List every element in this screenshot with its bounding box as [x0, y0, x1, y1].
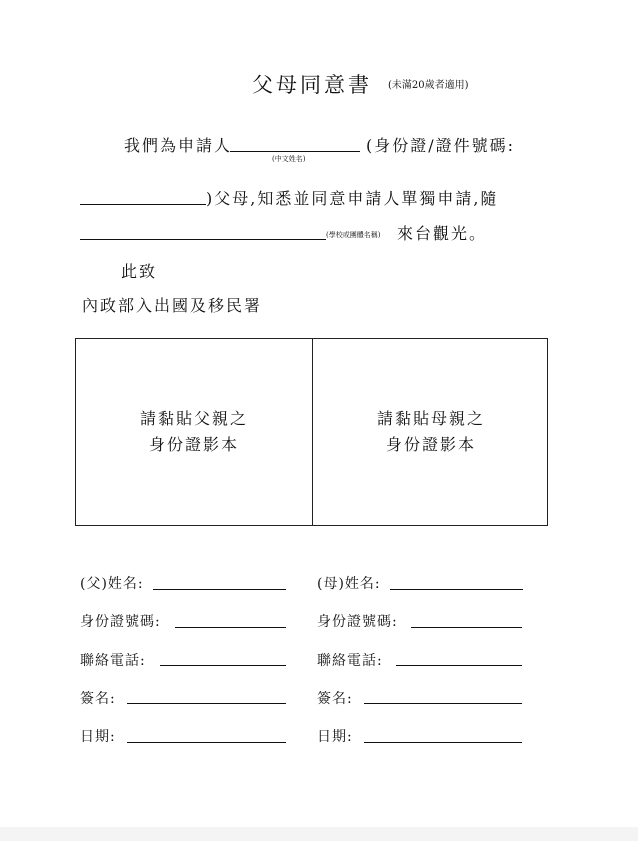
applicant-name-blank[interactable] [230, 151, 360, 152]
father-date-label: 日期: [80, 729, 116, 745]
father-id-label: 身份證號碼: [80, 614, 161, 630]
father-name-blank[interactable] [153, 589, 286, 590]
mother-name-blank[interactable] [390, 589, 523, 590]
mother-date-label: 日期: [317, 729, 353, 745]
mother-id-copy-line2: 身份證影本 [385, 435, 476, 454]
father-phone-label: 聯絡電話: [80, 653, 146, 669]
father-signature-label: 簽名: [80, 691, 116, 707]
father-signature-blank[interactable] [127, 703, 286, 704]
mother-signature-blank[interactable] [364, 703, 522, 704]
mother-phone-label: 聯絡電話: [317, 653, 383, 669]
paragraph-line3-suffix: 來台觀光。 [397, 224, 488, 243]
recipient-text: 內政部入出國及移民署 [82, 296, 263, 315]
page-title: 父母同意書 [252, 73, 372, 97]
paragraph-line2-suffix: )父母,知悉並同意申請人單獨申請,隨 [206, 189, 499, 208]
mother-id-copy-area[interactable] [313, 339, 549, 525]
mother-name-label: (母)姓名: [317, 576, 381, 592]
name-hint: (中文姓名) [272, 155, 306, 163]
father-phone-blank[interactable] [160, 665, 286, 666]
father-id-copy-line2: 身份證影本 [148, 435, 239, 454]
org-hint: (學校或團體名稱) [326, 231, 381, 239]
mother-signature-label: 簽名: [317, 691, 353, 707]
mother-phone-blank[interactable] [396, 665, 522, 666]
id-copy-box [75, 338, 548, 526]
father-id-copy-line1: 請黏貼父親之 [139, 409, 248, 428]
father-date-blank[interactable] [127, 742, 286, 743]
scan-edge [0, 827, 638, 841]
father-name-label: (父)姓名: [80, 576, 144, 592]
father-id-copy-area[interactable] [76, 339, 312, 525]
closing-text: 此致 [121, 262, 158, 281]
mother-id-blank[interactable] [411, 627, 522, 628]
mother-date-blank[interactable] [364, 742, 522, 743]
organization-name-blank[interactable] [80, 239, 326, 240]
mother-id-copy-line1: 請黏貼母親之 [376, 409, 485, 428]
applicant-id-blank[interactable] [80, 204, 206, 205]
mother-id-label: 身份證號碼: [317, 614, 398, 630]
father-id-blank[interactable] [175, 627, 286, 628]
paragraph-line1-suffix: (身份證/證件號碼: [366, 136, 516, 155]
title-note: (未滿20歲者適用) [388, 80, 469, 91]
paragraph-line1-prefix: 我們為申請人 [124, 136, 233, 155]
